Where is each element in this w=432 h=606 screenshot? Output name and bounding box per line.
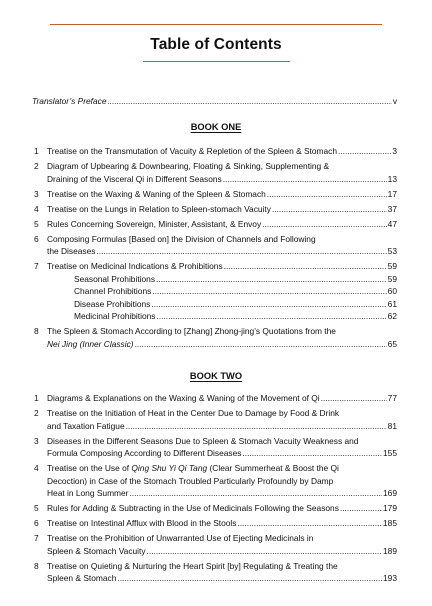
top-rule (50, 24, 382, 25)
dot-leader (126, 420, 387, 433)
entry-page-number: 179 (383, 503, 397, 514)
entry-title: the Diseases (47, 246, 96, 257)
entry-number: 1 (34, 393, 39, 403)
dot-leader (151, 298, 386, 311)
dot-leader (267, 188, 387, 201)
toc-entry[interactable] (34, 145, 397, 158)
entry-title: Treatise on Quieting & Nurturing the Heart Spirit [by] Regulating & Treating the (47, 560, 338, 571)
entry-title: Spleen & Stomach (47, 573, 117, 584)
dot-leader (321, 392, 387, 405)
entry-page-number: 65 (387, 339, 397, 350)
entry-page-number: 77 (387, 393, 397, 403)
book-two-toc (34, 392, 397, 585)
entry-page-number: 59 (387, 261, 397, 272)
dot-leader (242, 447, 382, 460)
entry-title: The Spleen & Stomach According to [Zhang] Zhong-jing’s Quotations from the (47, 326, 336, 337)
entry-page-number: 81 (387, 420, 397, 431)
entry-title: Medicinal Prohibitions (74, 311, 156, 322)
entry-number: 5 (34, 218, 39, 229)
entry-title: Treatise on the Transmutation of Vacuity & Repletion of the Spleen & Stomach (47, 146, 338, 156)
entry-number: 8 (34, 560, 39, 571)
entry-page-number: 17 (387, 188, 397, 199)
preface-entry[interactable] (32, 96, 397, 106)
entry-page-number: 60 (387, 286, 397, 297)
dot-leader (272, 203, 387, 216)
dot-leader (147, 545, 382, 558)
toc-entry[interactable] (34, 285, 397, 298)
entry-title: Treatise on the Lungs in Relation to Spleen-stomach Vacuity (47, 203, 271, 214)
entry-number: 7 (34, 533, 39, 544)
entry-title: Draining of the Visceral Qi in Different Seasons (47, 173, 222, 184)
toc-entry[interactable] (34, 160, 397, 185)
dot-leader (262, 218, 387, 231)
toc-entry[interactable] (34, 233, 397, 258)
toc-entry[interactable] (34, 188, 397, 201)
entry-title: Seasonal Prohibitions (74, 273, 156, 284)
entry-title: Treatise on the Use of Qing Shu Yi Qi Tang (Clear Summerheat & Boost the Qi (47, 463, 339, 474)
dot-leader (135, 338, 387, 351)
dot-leader (223, 173, 387, 186)
entry-page-number: 169 (383, 488, 397, 499)
entry-page-number: 53 (387, 246, 397, 257)
entry-title: Treatise on the Waxing & Waning of the Spleen & Stomach (47, 188, 266, 199)
entry-title: Disease Prohibitions (74, 298, 151, 309)
entry-number: 7 (34, 261, 39, 272)
entry-number: 2 (34, 160, 39, 171)
toc-entry[interactable] (34, 310, 397, 323)
entry-page-number: 47 (387, 218, 397, 229)
dot-leader (129, 487, 382, 500)
toc-entry[interactable] (34, 462, 397, 500)
entry-page-number: 62 (387, 311, 397, 322)
entry-title: Decoction) in Case of the Stomach Troubled Particularly Profoundly by Damp (47, 475, 334, 486)
toc-entry[interactable] (34, 517, 397, 530)
entry-number: 5 (34, 503, 39, 514)
entry-title: Heat in Long Summer (47, 488, 129, 499)
entry-title: Formula Composing According to Different Diseases (47, 448, 242, 459)
toc-entry[interactable] (34, 260, 397, 273)
toc-entry[interactable] (34, 532, 397, 557)
entry-title: Rules Concerning Sovereign, Minister, Assistant, & Envoy (47, 218, 262, 229)
title-underline-rule (143, 61, 290, 62)
preface-page: v (392, 96, 397, 106)
dot-leader (156, 273, 387, 286)
toc-entry[interactable] (34, 407, 397, 432)
entry-number: 6 (34, 518, 39, 529)
entry-title: Diseases in the Different Seasons Due to Spleen & Stomach Vacuity Weakness and (47, 435, 359, 446)
toc-entry[interactable] (34, 218, 397, 231)
entry-number: 3 (34, 188, 39, 199)
toc-entry[interactable] (34, 560, 397, 585)
entry-page-number: 13 (387, 173, 397, 184)
entry-page-number: 61 (387, 298, 397, 309)
entry-page-number: 185 (383, 518, 397, 529)
entry-page-number: 193 (383, 573, 397, 584)
book-one-toc (34, 145, 397, 351)
dot-leader (96, 245, 386, 258)
entry-number: 2 (34, 407, 39, 418)
entry-title: Nei Jing (Inner Classic) (47, 339, 134, 350)
page-title: Table of Contents (150, 36, 282, 53)
toc-entry[interactable] (34, 325, 397, 350)
book-two-heading: BOOK TWO (189, 371, 243, 381)
dot-leader (224, 260, 387, 273)
preface-label: Translator’s Preface (32, 96, 107, 106)
entry-title: Channel Prohibitions (74, 286, 152, 297)
dot-leader (237, 517, 382, 530)
entry-number: 1 (34, 146, 39, 156)
entry-title: Treatise on Intestinal Afflux with Blood in the Stools (47, 518, 237, 529)
entry-title: Diagram of Upbearing & Downbearing, Floating & Sinking, Supplementing & (47, 160, 330, 171)
dot-leader (338, 145, 391, 158)
entry-page-number: 3 (392, 146, 397, 156)
dot-leader (152, 285, 386, 298)
entry-number: 3 (34, 435, 39, 446)
toc-entry[interactable] (34, 203, 397, 216)
dot-leader (340, 502, 382, 515)
toc-entry[interactable] (34, 502, 397, 515)
entry-title: Composing Formulas [Based on] the Division of Channels and Following (47, 233, 316, 244)
entry-page-number: 189 (383, 545, 397, 556)
dot-leader (117, 572, 382, 585)
entry-number: 6 (34, 233, 39, 244)
entry-title: Treatise on Medicinal Indications & Prohibitions (47, 261, 223, 272)
entry-page-number: 59 (387, 273, 397, 284)
entry-number: 4 (34, 203, 39, 214)
entry-title: Spleen & Stomach Vacuity (47, 545, 146, 556)
entry-page-number: 155 (383, 448, 397, 459)
toc-entry[interactable] (34, 435, 397, 460)
entry-title: Rules for Adding & Subtracting in the Use of Medicinals Following the Seasons (47, 503, 339, 514)
entry-page-number: 37 (387, 203, 397, 214)
entry-title: Treatise on the Initiation of Heat in the Center Due to Damage by Food & Drink (47, 407, 340, 418)
dot-leader (156, 310, 386, 323)
toc-entry[interactable] (34, 392, 397, 405)
entry-title: Treatise on the Prohibition of Unwarranted Use of Ejecting Medicinals in (47, 533, 314, 544)
dot-leader (107, 96, 391, 106)
entry-title: Diagrams & Explanations on the Waxing & Waning of the Movement of Qi (47, 393, 320, 403)
entry-title: and Taxation Fatigue (47, 420, 125, 431)
entry-number: 4 (34, 463, 39, 474)
entry-number: 8 (34, 326, 39, 337)
book-one-heading: BOOK ONE (190, 122, 242, 132)
toc-entry[interactable] (34, 298, 397, 311)
toc-entry[interactable] (34, 273, 397, 286)
